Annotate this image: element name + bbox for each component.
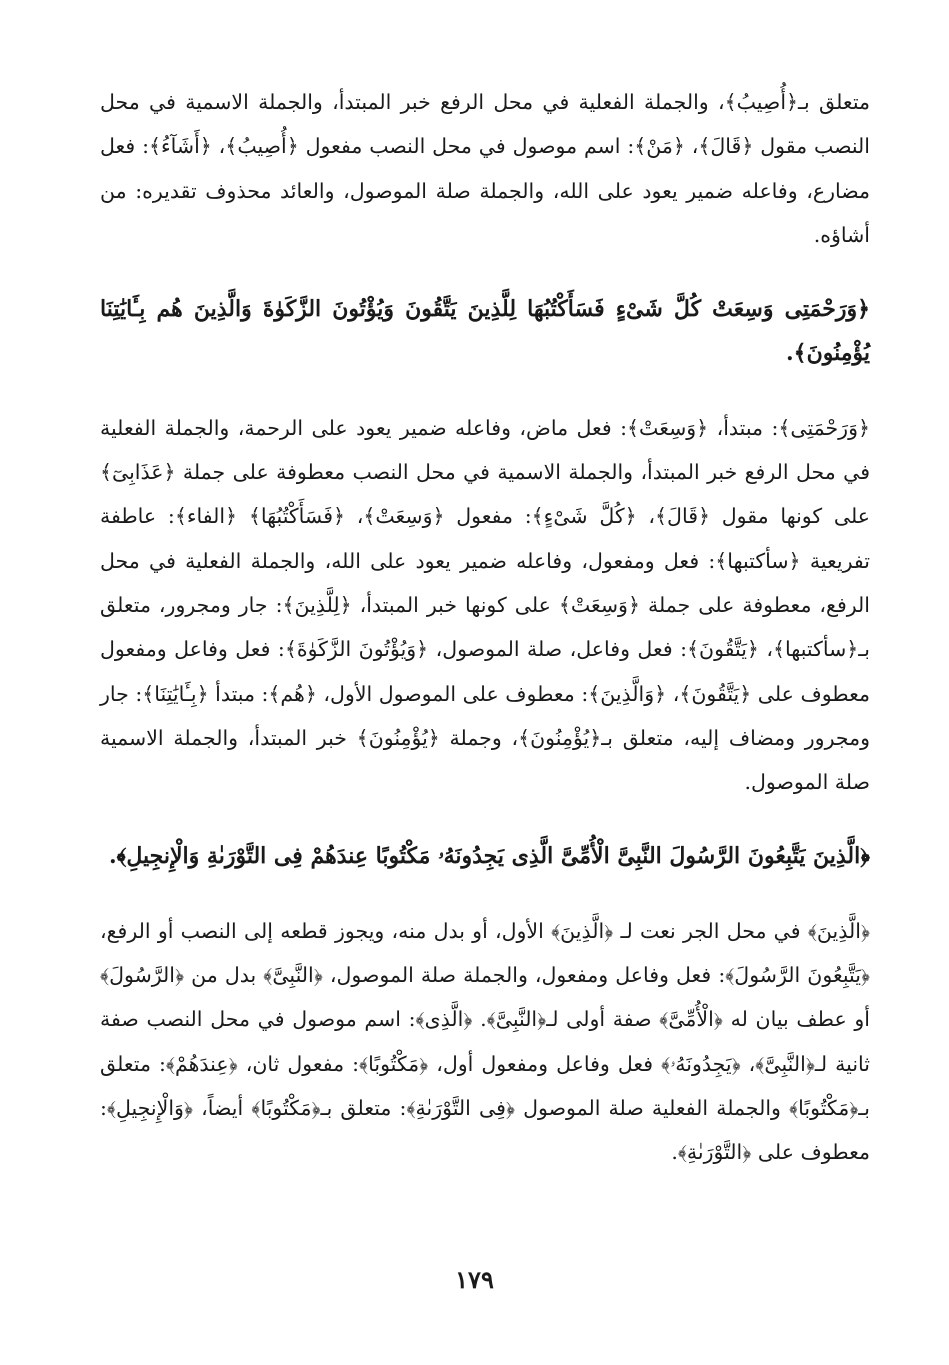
commentary-paragraph-1: متعلق بـ﴿أُصِيبُ﴾، والجملة الفعلية في محل الرفع خبر المبتدأ، والجملة الاسمية في محل النصب مقول ﴿قَالَ﴾، ﴿مَنْ﴾: اسم موصول في محل النصب مفعول ﴿أُصِيبُ﴾، ﴿أَشَآءُ﴾: فعل مضارع، وفاعله ضمير يعود على الله، والجملة صلة الموصول، والعائد محذوف تقديره: من أشاؤه.	[100, 90, 870, 247]
paragraph-gap	[100, 376, 870, 406]
paragraph-gap	[100, 257, 870, 287]
quran-verse-1: ﴿وَرَحْمَتِى وَسِعَتْ كُلَّ شَىْءٍ فَسَأَكْتُبُهَا لِلَّذِينَ يَتَّقُونَ وَيُؤْتُونَ الزَّكَوٰةَ وَالَّذِينَ هُم بِـَٔايَٰتِنَا يُؤْمِنُونَ﴾.	[100, 296, 870, 367]
commentary-paragraph-2: ﴿وَرَحْمَتِى﴾: مبتدأ، ﴿وَسِعَتْ﴾: فعل ماض، وفاعله ضمير يعود على الرحمة، والجملة الفعلية في محل الرفع خبر المبتدأ، والجملة الاسمية في محل النصب معطوفة على جملة ﴿عَذَابِىٓ﴾ على كونها مقول ﴿قَالَ﴾، ﴿كُلَّ شَىْءٍ﴾: مفعول ﴿وَسِعَتْ﴾، ﴿فَسَأَكْتُبُهَا﴾ ﴿الفاء﴾: عاطفة تفريعية ﴿سأكتبها﴾: فعل ومفعول، وفاعله ضمير يعود على الله، والجملة الفعلية في محل الرفع، معطوفة على جملة ﴿وَسِعَتْ﴾ على كونها خبر المبتدأ، ﴿لِلَّذِينَ﴾: جار ومجرور، متعلق بـ﴿سأكتبها﴾، ﴿يَتَّقُونَ﴾: فعل وفاعل، صلة الموصول، ﴿وَيُؤْتُونَ الزَّكَوٰةَ﴾: فعل وفاعل ومفعول معطوف على ﴿يَتَّقُونَ﴾، ﴿وَالَّذِينَ﴾: معطوف على الموصول الأول، ﴿هُم﴾: مبتدأ ﴿بِـَٔايَٰتِنَا﴾: جار ومجرور ومضاف إليه، متعلق بـ﴿يُؤْمِنُونَ﴾، وجملة ﴿يُؤْمِنُونَ﴾ خبر المبتدأ، والجملة الاسمية صلة الموصول.	[100, 415, 870, 795]
paragraph-gap	[100, 879, 870, 909]
page-body	[100, 80, 870, 1175]
page-number: ١٧٩	[455, 1265, 494, 1294]
quran-verse-2: ﴿الَّذِينَ يَتَّبِعُونَ الرَّسُولَ النَّبِىَّ الْأُمِّىَّ الَّذِى يَجِدُونَهُۥ مَكْتُوبًا عِندَهُمْ فِى التَّوْرَىٰةِ وَالْإِنجِيلِ﴾.	[108, 843, 870, 870]
paragraph-gap	[100, 804, 870, 834]
commentary-paragraph-3: ﴿الَّذِينَ﴾ في محل الجر نعت لـ ﴿الَّذِينَ﴾ الأول، أو بدل منه، ويجوز قطعه إلى النصب أو الرفع، ﴿يَتَّبِعُونَ الرَّسُولَ﴾: فعل وفاعل ومفعول، والجملة صلة الموصول، ﴿النَّبِىَّ﴾ بدل من ﴿الرَّسُولَ﴾ أو عطف بيان له ﴿الْأُمِّىَّ﴾ صفة أولى لـ﴿النَّبِىَّ﴾. ﴿الَّذِى﴾: اسم موصول في محل النصب صفة ثانية لـ﴿النَّبِىَّ﴾، ﴿يَجِدُونَهُۥ﴾ فعل وفاعل ومفعول أول، ﴿مَكْتُوبًا﴾: مفعول ثان، ﴿عِندَهُمْ﴾: متعلق بـ﴿مَكْتُوبًا﴾ والجملة الفعلية صلة الموصول ﴿فِى التَّوْرَىٰةِ﴾: متعلق بـ﴿مَكْتُوبًا﴾ أيضاً، ﴿وَالْإِنجِيلِ﴾: معطوف على ﴿التَّوْرَىٰةِ﴾.	[100, 918, 870, 1165]
